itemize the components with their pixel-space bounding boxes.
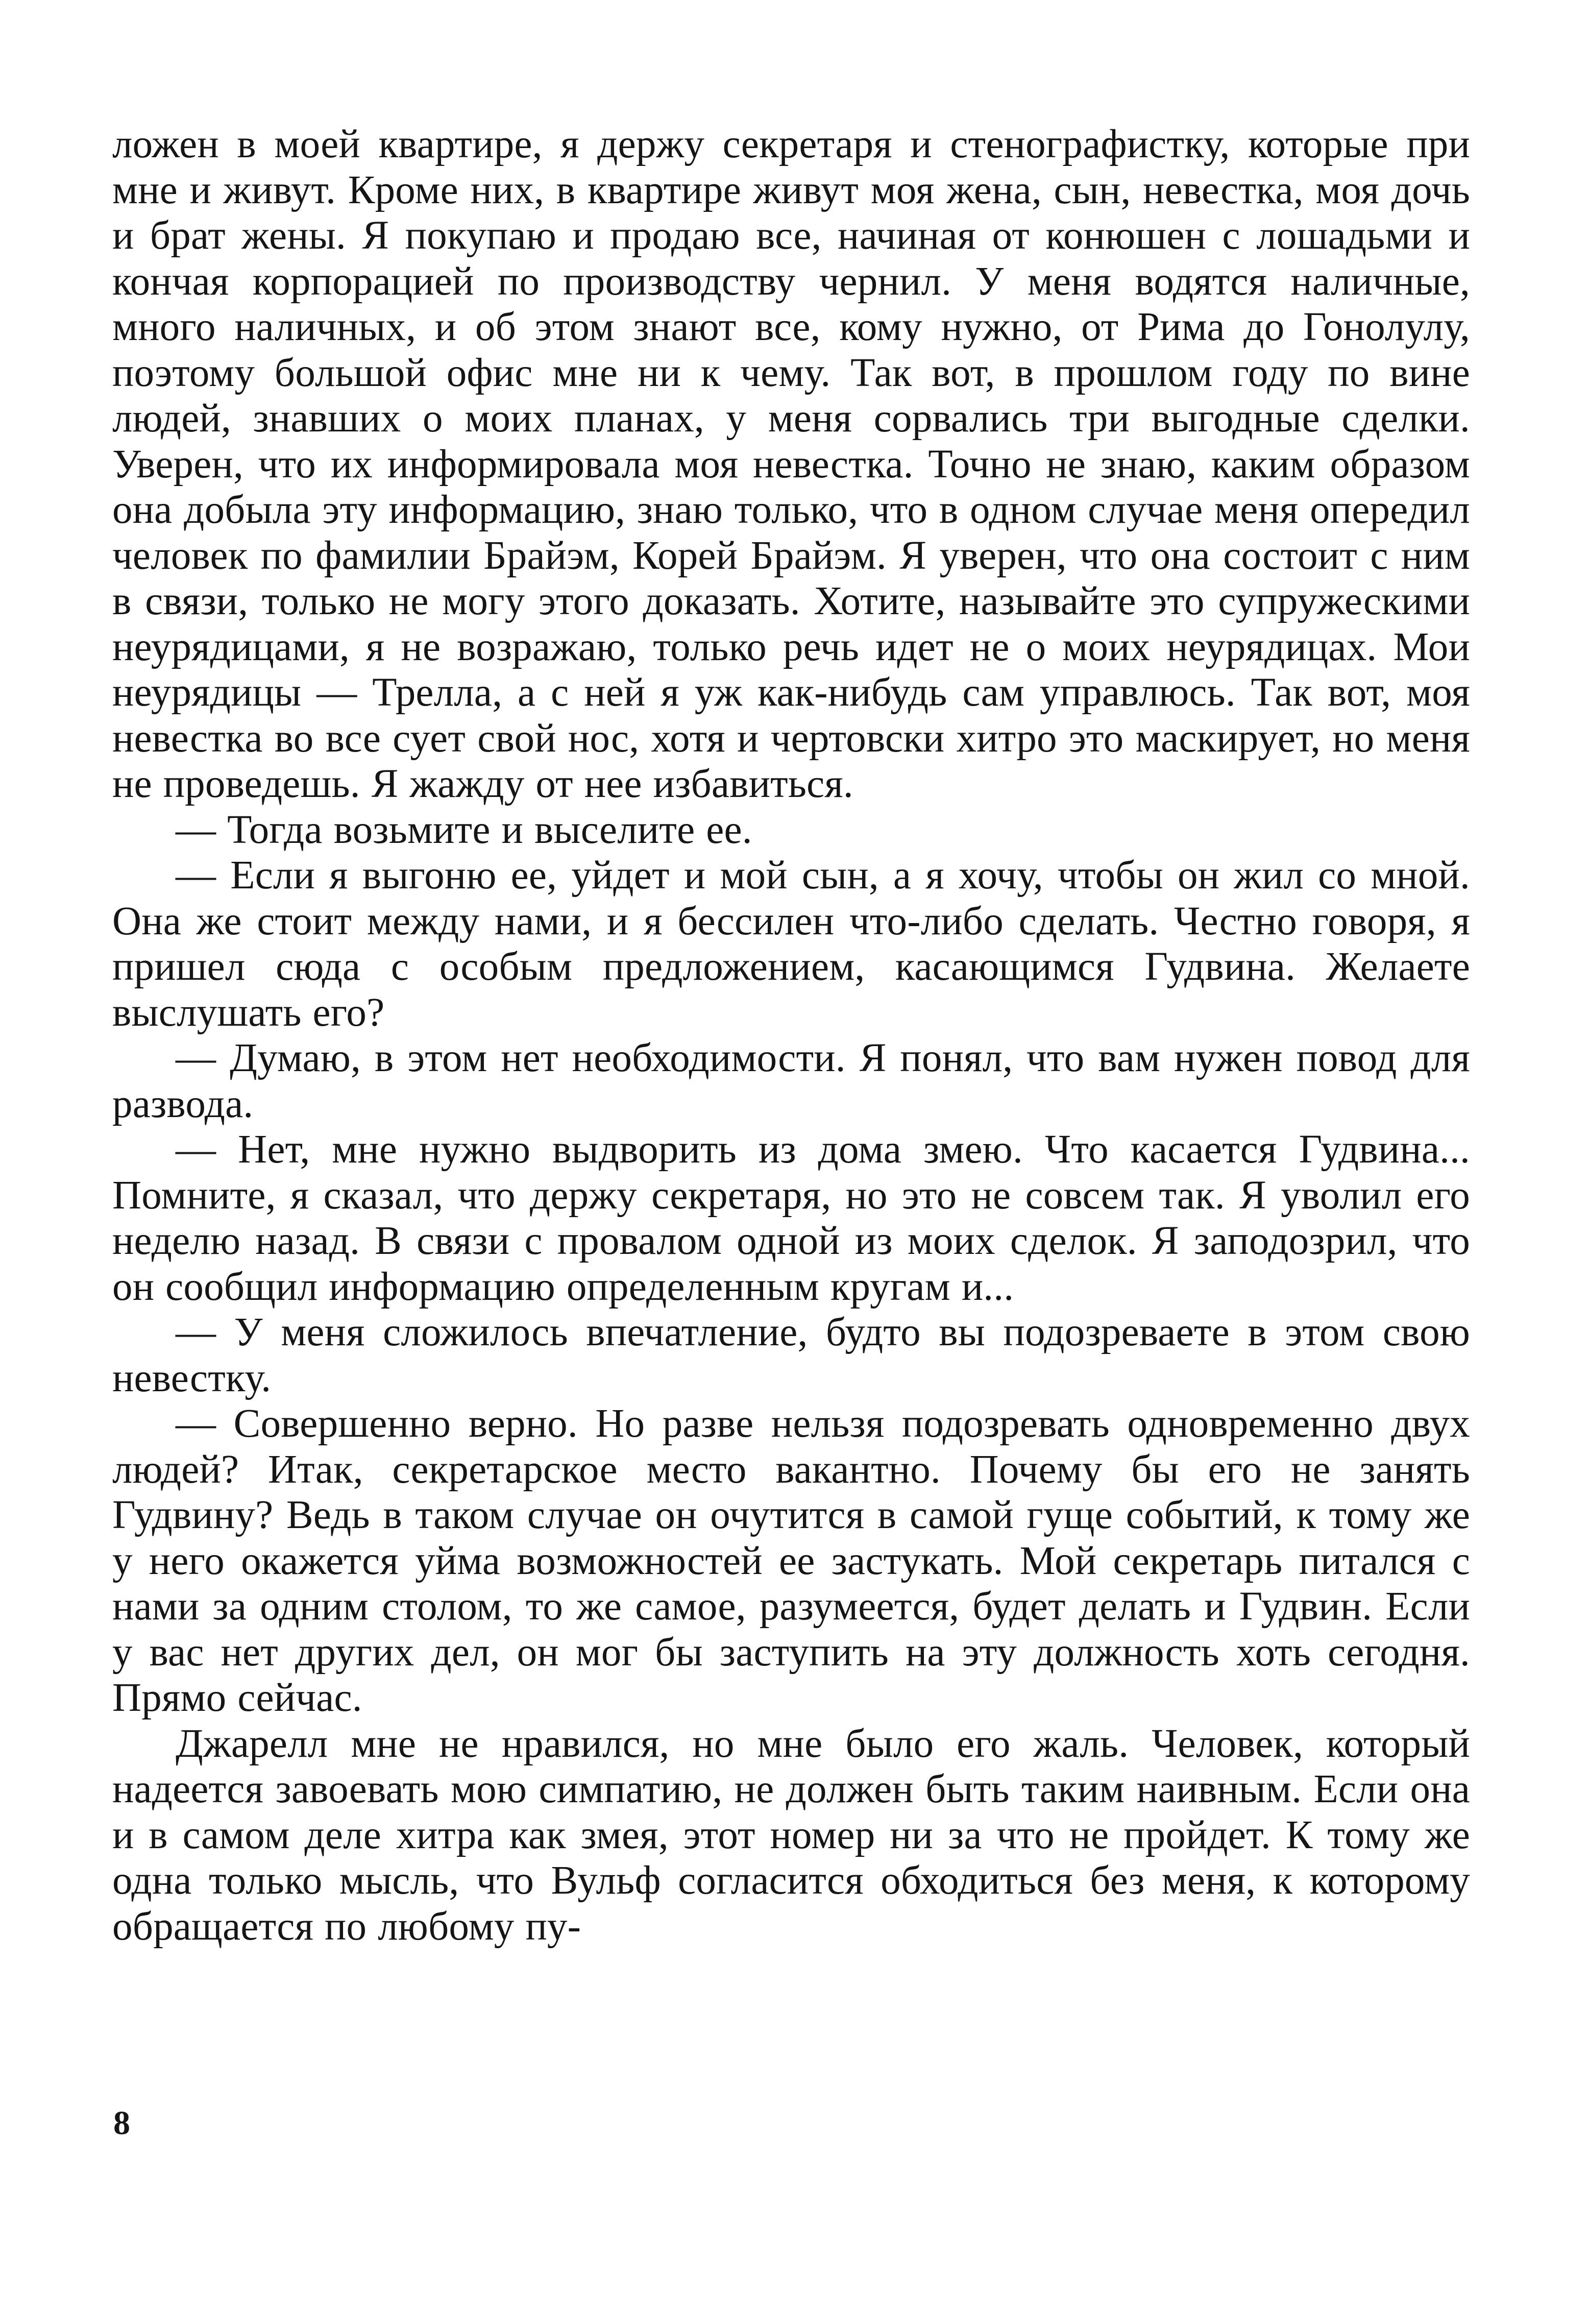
paragraph-narration: Джарелл мне не нравился, но мне было его жаль. Человек, который надеется завоевать мою симпатию, не должен быть таким наивным. Если она и в самом деле хитра как змея, этот номер ни за что не пройдет. К тому же одна только мысль, что Вульф согласится обходиться без меня, к которому обращается по любому пу- — [112, 1721, 1470, 1949]
paragraph-dialogue: — Тогда возьмите и выселите ее. — [176, 807, 752, 852]
paragraph-dialogue: — Нет, мне нужно выдворить из дома змею. Что касается Гудвина... Помните, я сказал, что держу секретаря, но это не совсем так. Я уволил его неделю назад. В связи с провалом одной из моих сделок. Я заподозрил, что он сообщил информацию определенным кругам и... — [112, 1127, 1470, 1309]
page-text — [112, 122, 1470, 1949]
paragraph-dialogue: — У меня сложилось впечатление, будто вы подозреваете в этом свою невестку. — [112, 1310, 1470, 1400]
paragraph-dialogue: — Совершенно верно. Но разве нельзя подозревать одновременно двух людей? Итак, секретарское место вакантно. Почему бы его не занять Гудвину? Ведь в таком случае он очутится в самой гуще событий, к тому же у него окажется уйма возможностей ее застукать. Мой секретарь питался с нами за одним столом, то же самое, разумеется, будет делать и Гудвин. Если у вас нет других дел, он мог бы заступить на эту должность хоть сегодня. Прямо сейчас. — [112, 1401, 1470, 1720]
page-number: 8 — [113, 2104, 130, 2142]
paragraph-dialogue: — Думаю, в этом нет необходимости. Я понял, что вам нужен повод для развода. — [112, 1036, 1470, 1126]
paragraph-dialogue: — Если я выгоню ее, уйдет и мой сын, а я хочу, чтобы он жил со мной. Она же стоит между нами, и я бессилен что-либо сделать. Честно говоря, я пришел сюда с особым предложением, касающимся Гудвина. Желаете выслушать его? — [112, 853, 1470, 1035]
paragraph-continuation: ложен в моей квартире, я держу секретаря и стенографистку, которые при мне и живут. Кроме них, в квартире живут моя жена, сын, невестка, моя дочь и брат жены. Я покупаю и продаю все, начиная от конюшен с лошадьми и кончая корпорацией по производству чернил. У меня водятся наличные, много наличных, и об этом знают все, кому нужно, от Рима до Гонолулу, поэтому большой офис мне ни к чему. Так вот, в прошлом году по вине людей, знавших о моих планах, у меня сорвались три выгодные сделки. Уверен, что их информировала моя невестка. Точно не знаю, каким образом она добыла эту информацию, знаю только, что в одном случае меня опередил человек по фамилии Брайэм, Корей Брайэм. Я уверен, что она состоит с ним в связи, только не могу этого доказать. Хотите, называйте это супружескими неурядицами, я не возражаю, только речь идет не о моих неурядицах. Мои неурядицы — Трелла, а с ней я уж как-нибудь сам управлюсь. Так вот, моя невестка во все сует свой нос, хотя и чертовски хитро это маскирует, но меня не проведешь. Я жажду от нее избавиться. — [112, 122, 1470, 806]
